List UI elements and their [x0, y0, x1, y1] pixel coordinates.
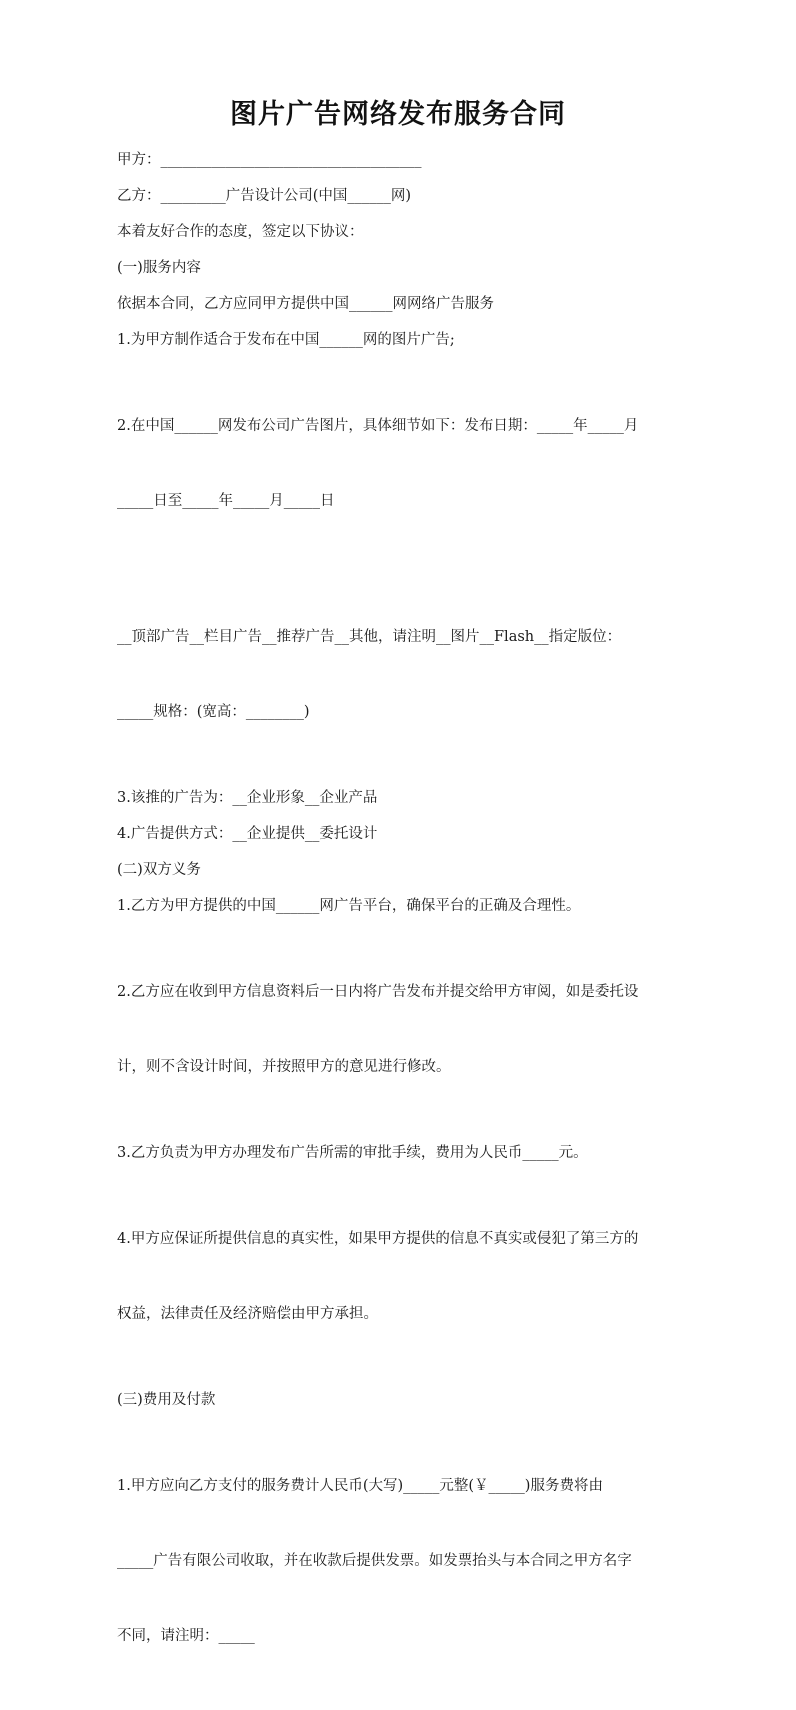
party-b-line: 乙方：_________广告设计公司(中国______网) — [117, 188, 412, 204]
section-1-item-2-line-2: _____日至_____年_____月_____日 — [117, 493, 335, 509]
section-1-item-2-line-1: 2.在中国______网发布公司广告图片，具体细节如下：发布日期：_____年_____月 — [117, 418, 639, 434]
section-1-lead: 依据本合同，乙方应同甲方提供中国______网网络广告服务 — [117, 296, 494, 312]
section-2-item-4 — [117, 1177, 683, 1377]
section-1-item-4: 4.广告提供方式：__企业提供__委托设计 — [117, 826, 378, 842]
section-1-placement-line-2: _____规格：(宽高：________) — [117, 704, 310, 720]
section-1-heading: (一)服务内容 — [117, 260, 201, 276]
section-3-item-1-line-2: _____广告有限公司收取，并在收款后提供发票。如发票抬头与本合同之甲方名字 — [117, 1553, 632, 1569]
section-2-heading: (二)双方义务 — [117, 862, 201, 878]
section-2-item-2-line-1: 2.乙方应在收到甲方信息资料后一日内将广告发布并提交给甲方审阅，如是委托设 — [117, 984, 639, 1000]
section-1-item-2 — [117, 364, 683, 564]
section-2-item-4-line-1: 4.甲方应保证所提供信息的真实性，如果甲方提供的信息不真实或侵犯了第三方的 — [117, 1231, 639, 1247]
section-1-item-2-placement — [117, 575, 683, 775]
section-1-item-1: 1.为甲方制作适合于发布在中国______网的图片广告; — [117, 332, 455, 348]
section-3-item-1-line-3: 不同，请注明：_____ — [117, 1628, 255, 1644]
document-body — [117, 148, 683, 1710]
document-title: 图片广告网络发布服务合同 — [230, 99, 566, 130]
section-3-item-1-line-1: 1.甲方应向乙方支付的服务费计人民币(大写)_____元整(￥_____)服务费将由 — [117, 1478, 603, 1494]
section-2-item-2 — [117, 930, 683, 1130]
section-2-item-1: 1.乙方为甲方提供的中国______网广告平台，确保平台的正确及合理性。 — [117, 898, 581, 914]
section-2-item-2-line-2: 计，则不含设计时间，并按照甲方的意见进行修改。 — [117, 1059, 451, 1075]
section-1-placement-line-1: __顶部广告__栏目广告__推荐广告__其他，请注明__图片__Flash__指定版位： — [117, 629, 622, 645]
intro-paragraph: 本着友好合作的态度，签定以下协议： — [117, 224, 364, 240]
section-3-item-1 — [117, 1424, 683, 1699]
party-a-line: 甲方：____________________________________ — [117, 152, 422, 168]
section-3-heading: (三)费用及付款 — [117, 1392, 216, 1408]
section-2-item-3: 3.乙方负责为甲方办理发布广告所需的审批手续，费用为人民币_____元。 — [117, 1145, 588, 1161]
section-1-item-3: 3.该推的广告为：__企业形象__企业产品 — [117, 790, 378, 806]
section-2-item-4-line-2: 权益，法律责任及经济赔偿由甲方承担。 — [117, 1306, 378, 1322]
